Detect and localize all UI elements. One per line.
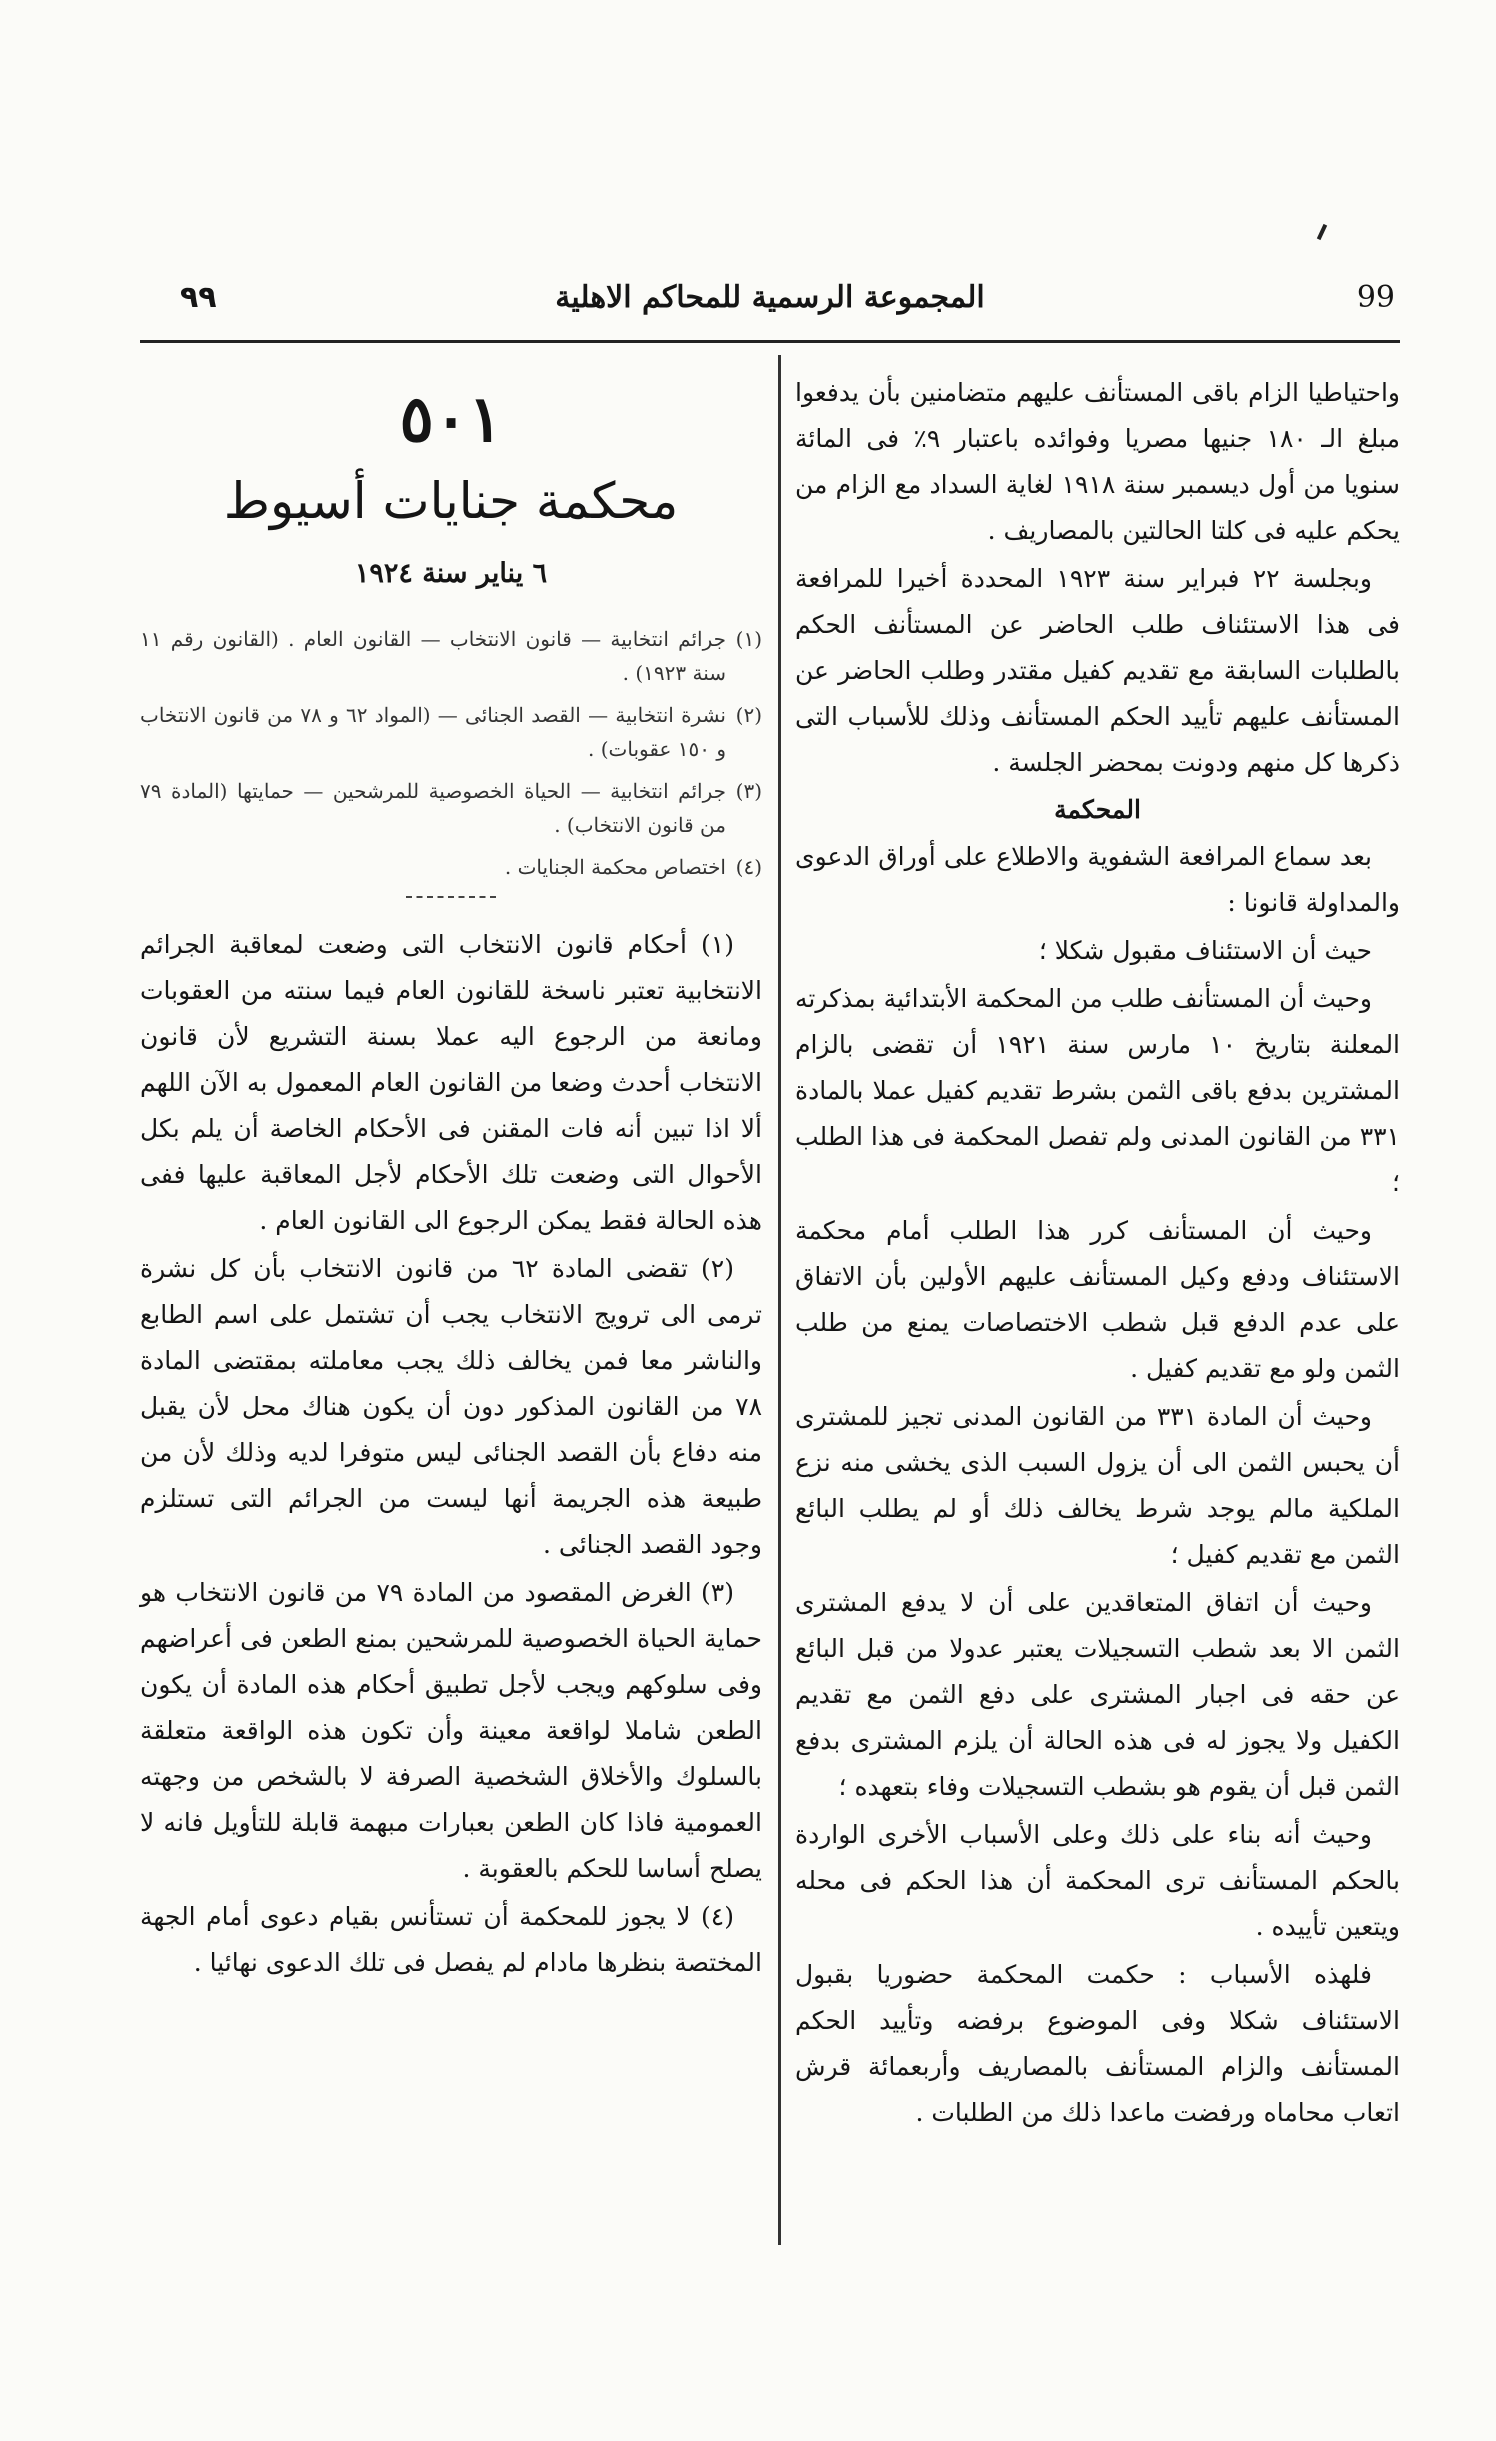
header-rule bbox=[140, 340, 1400, 343]
summary-item bbox=[140, 622, 762, 690]
paragraph: وبجلسة ٢٢ فبراير سنة ١٩٢٣ المحددة أخيرا للمرافعة فى هذا الاستئناف طلب الحاضر عن المستأنف الحكم بالطلبات السابقة مع تقديم كفيل مقتدر وطلب الحاضر عن المستأنف عليهم تأييد الحكم المستأنف وذلك للأسباب التى ذكرها كل منهم ودونت بمحضر الجلسة . bbox=[795, 564, 1400, 777]
summary-number: (٢) bbox=[735, 703, 762, 727]
case-number: ٥٠١ bbox=[399, 382, 503, 457]
page-number-latin: 99 bbox=[1356, 280, 1395, 315]
paragraph: واحتياطيا الزام باقى المستأنف عليهم متضامنين بأن يدفعوا مبلغ الـ ١٨٠ جنيها مصريا وفوائده باعتبار ٩٪ فى المائة سنويا من أول ديسمبر سنة ١٩١٨ لغاية السداد مع الزام من يحكم عليه فى كلتا الحالتين بالمصاريف . bbox=[795, 378, 1400, 545]
column-divider bbox=[778, 355, 781, 2245]
left-column bbox=[140, 370, 762, 1988]
summary-number: (١) bbox=[735, 627, 762, 651]
headnote: (١) أحكام قانون الانتخاب التى وضعت لمعاقبة الجرائم الانتخابية تعتبر ناسخة للقانون العام فيما سنته من العقوبات ومانعة من الرجوع اليه عملا بسنة التشريع لأن قانون الانتخاب أحدث وضعا من القانون العام المعمول به الآن اللهم ألا اذا تبين أنه فات المقنن فى الأحكام الخاصة أن يلم بكل الأحوال التى وضعت تلك الأحكام لأجل المعاقبة عليها ففى هذه الحالة فقط يمكن الرجوع الى القانون العام . bbox=[140, 930, 762, 1235]
court-title: محكمة جنايات أسيوط bbox=[223, 472, 679, 530]
summary-item bbox=[140, 850, 762, 884]
summary-text: جرائم انتخابية — الحياة الخصوصية للمرشحين — حمايتها (المادة ٧٩ من قانون الانتخاب) . bbox=[140, 779, 726, 837]
summary-number: (٤) bbox=[735, 855, 762, 879]
page-header bbox=[140, 280, 1400, 320]
right-column bbox=[795, 370, 1400, 2138]
paragraph: وحيث أن المادة ٣٣١ من القانون المدنى تجيز للمشترى أن يحبس الثمن الى أن يزول السبب الذى يخشى منه نزع الملكية مالم يوجد شرط يخالف ذلك أو لم يطلب البائع الثمن مع تقديم كفيل ؛ bbox=[795, 1402, 1400, 1569]
summary-text: جرائم انتخابية — قانون الانتخاب — القانون العام . (القانون رقم ١١ سنة ١٩٢٣) . bbox=[140, 627, 726, 685]
case-date: ٦ يناير سنة ١٩٢٤ bbox=[354, 558, 548, 589]
paragraph: وحيث أن اتفاق المتعاقدين على أن لا يدفع المشترى الثمن الا بعد شطب التسجيلات يعتبر عدولا من قبل البائع عن حقه فى اجبار المشترى على دفع الثمن مع تقديم الكفيل ولا يجوز له فى هذه الحالة أن يلزم المشترى بدفع الثمن قبل أن يقوم هو بشطب التسجيلات وفاء بتعهده ؛ bbox=[795, 1588, 1400, 1801]
section-heading: المحكمة bbox=[1054, 795, 1141, 824]
paragraph: بعد سماع المرافعة الشفوية والاطلاع على أوراق الدعوى والمداولة قانونا : bbox=[795, 842, 1400, 917]
summary-text: اختصاص محكمة الجنايات . bbox=[504, 855, 726, 879]
separator-rule bbox=[406, 896, 496, 898]
summary-item bbox=[140, 698, 762, 766]
paragraph: وحيث أنه بناء على ذلك وعلى الأسباب الأخرى الواردة بالحكم المستأنف ترى المحكمة أن هذا الحكم فى محله ويتعين تأييده . bbox=[795, 1820, 1400, 1941]
paragraph: وحيث أن المستأنف طلب من المحكمة الأبتدائية بمذكرته المعلنة بتاريخ ١٠ مارس سنة ١٩٢١ أن تقضى بالزام المشترين بدفع باقى الثمن بشرط تقديم كفيل عملا بالمادة ٣٣١ من القانون المدنى ولم تفصل المحكمة فى هذا الطلب ؛ bbox=[795, 984, 1401, 1197]
margin-mark bbox=[1317, 224, 1327, 240]
running-title: المجموعة الرسمية للمحاكم الاهلية bbox=[555, 280, 985, 315]
summary-text: نشرة انتخابية — القصد الجنائى — (المواد ٦٢ و ٧٨ من قانون الانتخاب و ١٥٠ عقوبات) . bbox=[140, 703, 727, 761]
paragraph: وحيث أن المستأنف كرر هذا الطلب أمام محكمة الاستئناف ودفع وكيل المستأنف عليهم الأولين بأن الاتفاق على عدم الدفع قبل شطب الاختصاصات يمنع من طلب الثمن ولو مع تقديم كفيل . bbox=[795, 1216, 1400, 1383]
summary-number: (٣) bbox=[735, 779, 762, 803]
summary-item bbox=[140, 774, 762, 842]
paragraph: فلهذه الأسباب : حكمت المحكمة حضوريا بقبول الاستئناف شكلا وفى الموضوع برفضه وتأييد الحكم المستأنف والزام المستأنف بالمصاريف وأربعمائة قرش اتعاب محاماه ورفضت ماعدا ذلك من الطلبات . bbox=[795, 1960, 1400, 2127]
headnote: (٢) تقضى المادة ٦٢ من قانون الانتخاب بأن كل نشرة ترمى الى ترويج الانتخاب يجب أن تشتمل على اسم الطابع والناشر معا فمن يخالف ذلك يجب معاملته بمقتضى المادة ٧٨ من القانون المذكور دون أن يكون هناك محل لأن يقبل منه دفاع بأن القصد الجنائى ليس متوفرا لديه وذلك لأن من طبيعة هذه الجريمة أنها ليست من الجرائم التى تستلزم وجود القصد الجنائى . bbox=[140, 1254, 762, 1559]
headnote: (٣) الغرض المقصود من المادة ٧٩ من قانون الانتخاب هو حماية الحياة الخصوصية للمرشحين بمنع الطعن فى أعراضهم وفى سلوكهم ويجب لأجل تطبيق أحكام هذه المادة أن يكون الطعن شاملا لواقعة معينة وأن تكون هذه الواقعة متعلقة بالسلوك والأخلاق الشخصية الصرفة لا بالشخص من وجهته العمومية فاذا كان الطعن بعبارات مبهمة قابلة للتأويل فانه لا يصلح أساسا للحكم بالعقوبة . bbox=[140, 1578, 762, 1883]
headnote: (٤) لا يجوز للمحكمة أن تستأنس بقيام دعوى أمام الجهة المختصة بنظرها مادام لم يفصل فى تلك الدعوى نهائيا . bbox=[140, 1902, 762, 1977]
paragraph: حيث أن الاستئناف مقبول شكلا ؛ bbox=[1038, 936, 1372, 965]
page-number-arabic: ٩٩ bbox=[180, 280, 217, 315]
